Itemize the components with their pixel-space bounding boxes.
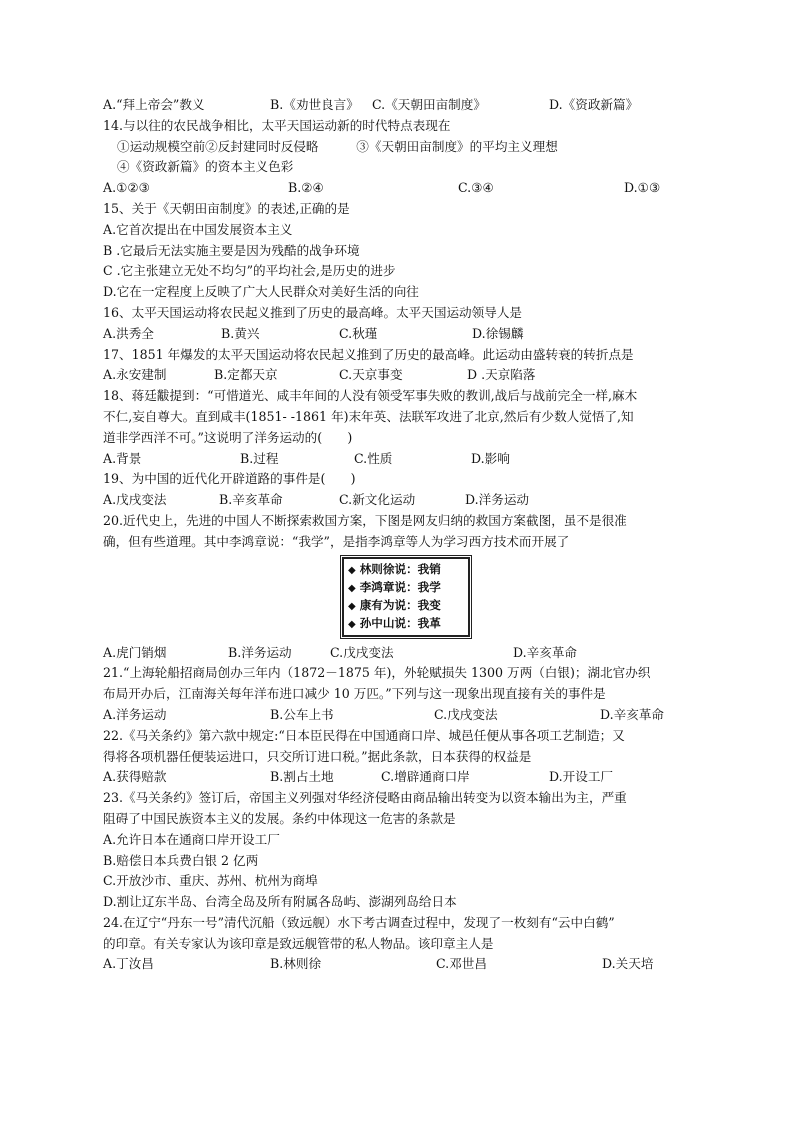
q22-line1: 22.《马关条约》第六款中规定:“日本臣民得在中国通商口岸、城邑任便从事各项工艺制造；又: [103, 727, 625, 743]
q15-stem: 15、关于《天朝田亩制度》的表述,正确的是: [103, 200, 350, 216]
q20-option-c: C.戊戌变法: [330, 644, 394, 660]
q24-option-d: D.关天培: [602, 956, 654, 972]
q17-option-b: B.定都天京: [214, 367, 278, 383]
q20-box-row: [348, 579, 464, 597]
q18-options: [103, 449, 703, 470]
q20-box-row: [348, 597, 464, 615]
q18-option-d: D.影响: [471, 450, 510, 466]
diamond-bullet-icon: ◆: [348, 600, 356, 612]
q17-option-d: D .天京陷落: [467, 367, 536, 383]
q21-line2: 布局开办后，江南海关每年洋布进口减少 10 万匹。”下列与这一现象出现直接有关的事件是: [103, 686, 606, 702]
q21-option-d: D.辛亥革命: [600, 706, 665, 722]
q14-option-c: C.③④: [458, 180, 494, 196]
q16-option-c: C.秋瑾: [339, 325, 378, 341]
q23-line1: 23.《马关条约》签订后，帝国主义列强对华经济侵略由商品输出转变为以资本输出为主，严重: [103, 790, 627, 806]
q24-options: [103, 954, 703, 975]
q20-box-text: 林则徐说：我销: [359, 561, 441, 576]
q14-option-d: D.①③: [624, 180, 661, 196]
q14-option-b: B.②④: [288, 180, 324, 196]
q14-items-line1: ①运动规模空前②反封建同时反侵略 ③《天朝田亩制度》的平均主义理想: [117, 138, 558, 154]
q22-option-a: A.获得赔款: [103, 769, 167, 785]
q20-quote-box: [342, 557, 470, 637]
q13-option-a: A.“拜上帝会”教义: [103, 97, 205, 112]
q22-options: [103, 767, 703, 788]
q19-stem: 19、为中国的近代化开辟道路的事件是( ): [103, 471, 356, 487]
q20-option-b: B.洋务运动: [228, 644, 292, 660]
q18-option-a: A.背景: [103, 450, 142, 466]
q17-option-c: C.天京事变: [339, 367, 403, 383]
q19-option-c: C.新文化运动: [339, 492, 416, 508]
q18-option-c: C.性质: [354, 450, 393, 466]
q20-box-row: [348, 615, 464, 633]
diamond-bullet-icon: ◆: [348, 618, 356, 630]
q19-option-a: A.戊戌变法: [103, 492, 167, 508]
q19-option-b: B.辛亥革命: [219, 492, 283, 508]
q24-line1: 24.在辽宁“丹东一号”清代沉船（致远舰）水下考古调查过程中，发现了一枚刻有“云中白鹤”: [103, 914, 615, 930]
q22-line2: 得将各项机器任便装运进口，只交所订进口税。”据此条款，日本获得的权益是: [103, 748, 532, 764]
q15-option-d: D.它在一定程度上反映了广大人民群众对美好生活的向往: [103, 284, 419, 300]
q18-option-b: B.过程: [240, 450, 279, 466]
q15-option-b: B .它最后无法实施主要是因为残酷的战争环境: [103, 242, 360, 258]
q20-box-text: 康有为说：我变: [359, 597, 441, 612]
q16-options: [103, 324, 703, 345]
q20-option-a: A.虎门销烟: [103, 644, 167, 660]
q24-option-c: C.邓世昌: [436, 956, 487, 972]
q20-line1: 20.近代史上，先进的中国人不断探索救国方案，下图是网友归纳的救国方案截图，虽不是很准: [103, 512, 627, 528]
q20-box-text: 孙中山说：我革: [359, 615, 441, 630]
q14-option-a: A.①②③: [103, 180, 150, 196]
q13-option-c: C.《天朝田亩制度》: [372, 97, 486, 112]
q20-box-text: 李鸿章说：我学: [359, 579, 441, 594]
q23-option-d: D.割让辽东半岛、台湾全岛及所有附属各岛屿、澎湖列岛给日本: [103, 894, 457, 910]
q18-line1: 18、蒋廷黻提到：“可惜道光、咸丰年间的人没有领受军事失败的教训,战后与战前完全一样,麻木: [103, 388, 638, 404]
q20-options: [103, 643, 703, 664]
q13-option-b: B.《劝世良言》: [270, 97, 359, 112]
q14-options: [103, 178, 703, 199]
exam-page: [103, 95, 703, 975]
q21-option-c: C.戊戌变法: [434, 706, 498, 722]
q15-option-a: A.它首次提出在中国发展资本主义: [103, 221, 293, 237]
q23-option-a: A.允许日本在通商口岸开设工厂: [103, 831, 280, 847]
q21-option-b: B.公车上书: [270, 706, 334, 722]
q24-option-b: B.林则徐: [270, 956, 322, 972]
q20-line2: 确，但有些道理。其中李鸿章说：“我学”，是指李鸿章等人为学习西方技术而开展了: [103, 533, 570, 549]
q16-option-d: D.徐锡麟: [472, 325, 524, 341]
q16-stem: 16、太平天国运动将农民起义推到了历史的最高峰。太平天国运动领导人是: [103, 304, 523, 320]
q24-option-a: A.丁汝昌: [103, 956, 154, 972]
q17-option-a: A.永安建制: [103, 367, 167, 383]
q15-option-c: C .它主张建立无处不均匀”的平均社会,是历史的进步: [103, 263, 396, 279]
q17-options: [103, 365, 703, 386]
q19-options: [103, 490, 703, 511]
q14-stem: 14.与以往的农民战争相比，太平天国运动新的时代特点表现在: [103, 117, 451, 133]
q21-option-a: A.洋务运动: [103, 706, 167, 722]
q19-option-d: D.洋务运动: [465, 492, 530, 508]
q24-line2: 的印章。有关专家认为该印章是致远舰管带的私人物品。该印章主人是: [103, 935, 494, 951]
q22-option-b: B.割占土地: [270, 769, 334, 785]
q22-option-d: D.开设工厂: [549, 769, 614, 785]
q18-line3: 道非学西洋不可。”这说明了洋务运动的( ): [103, 429, 353, 445]
diamond-bullet-icon: ◆: [348, 564, 356, 576]
q21-line1: 21.“上海轮船招商局创办三年内（1872－1875 年)，外轮赋损失 1300 万两（白银)；湖北官办织: [103, 665, 651, 681]
q20-option-d: D.辛亥革命: [513, 644, 578, 660]
q13-option-d: D.《资政新篇》: [549, 97, 639, 112]
q16-option-b: B.黄兴: [221, 325, 260, 341]
q23-option-b: B.赔偿日本兵费白银 2 亿两: [103, 852, 259, 868]
q18-line2: 不仁,妄自尊大。直到咸丰(1851- -1861 年)末年英、法联军攻进了北京,然后有少数人觉悟了,知: [103, 408, 634, 424]
q22-option-c: C.增辟通商口岸: [381, 769, 470, 785]
q14-items-line2: ④《资政新篇》的资本主义色彩: [117, 159, 294, 175]
diamond-bullet-icon: ◆: [348, 582, 356, 594]
q21-options: [103, 705, 703, 726]
q16-option-a: A.洪秀全: [103, 325, 154, 341]
q13-options: [103, 95, 703, 116]
q23-line2: 阻碍了中国民族资本主义的发展。条约中体现这一危害的条款是: [103, 810, 456, 826]
q23-option-c: C.开放沙市、重庆、苏州、杭州为商埠: [103, 873, 318, 889]
q17-stem: 17、1851 年爆发的太平天国运动将农民起义推到了历史的最高峰。此运动由盛转衰的转折点是: [103, 346, 634, 362]
q20-box-row: [348, 561, 464, 579]
